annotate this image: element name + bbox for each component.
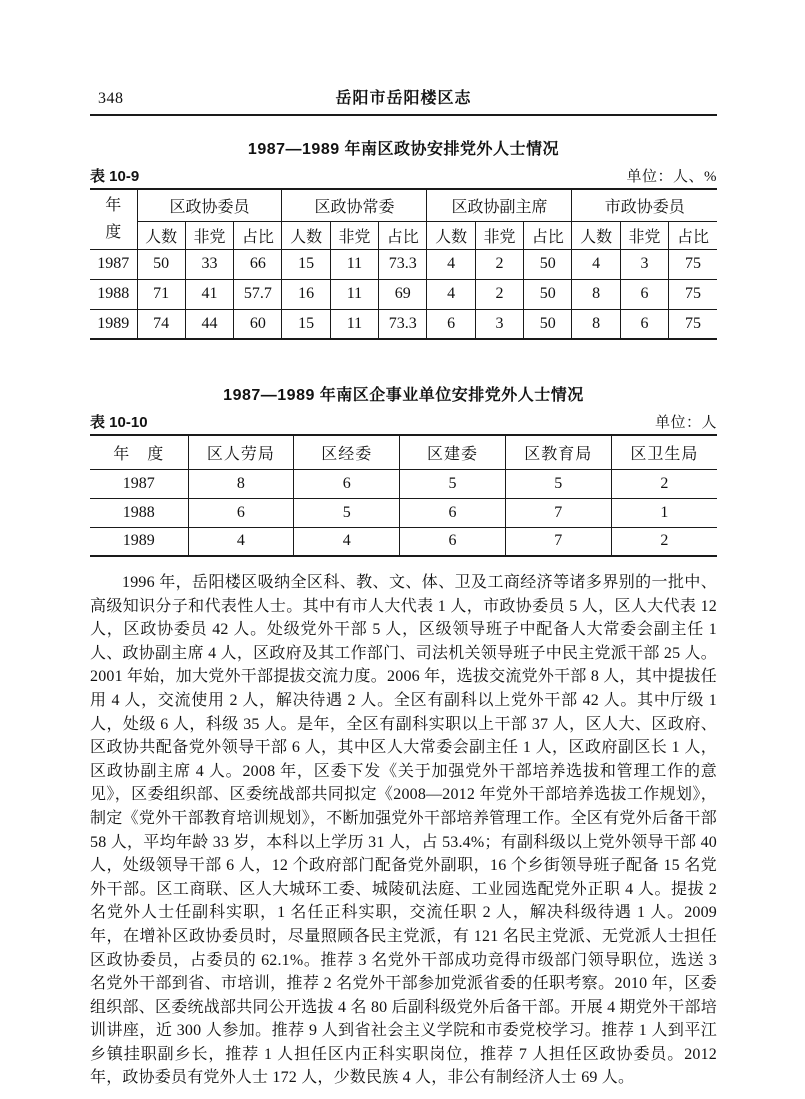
table-cell: 57.7 — [234, 279, 282, 309]
table-cell: 11 — [330, 279, 378, 309]
table-cell: 50 — [524, 249, 572, 279]
column-header: 人数 — [572, 221, 620, 249]
column-header: 非党 — [620, 221, 668, 249]
table-row — [90, 469, 717, 498]
table-cell: 15 — [282, 309, 330, 339]
table-cell: 3 — [475, 309, 523, 339]
table-cell: 75 — [669, 279, 717, 309]
table-cell: 6 — [294, 469, 400, 498]
column-header: 占比 — [379, 221, 427, 249]
year-head-line2: 度 — [105, 224, 122, 242]
column-group-header: 区政协委员 — [137, 189, 282, 221]
table-cell: 50 — [137, 249, 185, 279]
body-paragraph: 1996 年，岳阳楼区吸纳全区科、教、文、体、卫及工商经济等诸多界别的一批中、高级知识分子和代表性人士。其中有市人大代表 1 人，市政协委员 5 人，区人大代表 12 人，区政协委员 42 人。处级党外干部 5 人，区级领导班子中配备人大常委会副主任 1 人、政协副主席 4 人，区政府及其工作部门、司法机关领导班子中民主党派干部 25 人。2001 年始，加大党外干部提拔交流力度。2006 年，选拔交流党外干部 8 人，其中提拔任用 4 人，交流使用 2 人，解决待遇 2 人。全区有副科以上党外干部 42 人。其中厅级 1 人，处级 6 人，科级 35 人。是年，全区有副科实职以上干部 37 人，区人大、区政府、区政协共配备党外领导干部 6 人，其中区人大常委会副主任 1 人，区政府副区长 1 人，区政协副主席 4 人。2008 年，区委下发《关于加强党外干部培养选拔和管理工作的意见》，区委组织部、区委统战部共同拟定《2008—2012 年党外干部培养选拔工作规划》，制定《党外干部教育培训规划》，不断加强党外干部培养管理工作。全区有党外后备干部 58 人，平均年龄 33 岁，本科以上学历 31 人，占 53.4%；有副科级以上党外领导干部 40 人，处级领导干部 6 人，12 个政府部门配备党外副职，16 个乡街领导班子配备 15 名党外干部。区工商联、区人大城环工委、城陵矶法庭、工业园选配党外正职 4 人。提拔 2 名党外人士任副科实职，1 名任正科实职，交流任职 2 人，解决科级待遇 1 人。2009 年，在增补区政协委员时，尽量照顾各民主党派，有 121 名民主党派、无党派人士担任区政协委员，占委员的 62.1%。推荐 3 名党外干部成功竞得市级部门领导职位，选送 3 名党外干部到省、市培训，推荐 2 名党外干部参加党派省委的任职考察。2010 年，区委组织部、区委统战部共同公开选拔 4 名 80 后副科级党外后备干部。开展 4 期党外干部培训讲座，近 300 人参加。推荐 9 人到省社会主义学院和市委党校学习。推荐 1 人到平江乡镇挂职副乡长，推荐 1 人担任区内正科实职岗位，推荐 7 人担任区政协委员。2012 年，政协委员有党外人士 172 人，少数民族 4 人，非公有制经济人士 69 人。 — [90, 574, 717, 1087]
column-header: 占比 — [669, 221, 717, 249]
table-row — [90, 309, 717, 339]
column-header: 人数 — [427, 221, 475, 249]
column-header: 区建委 — [400, 435, 506, 469]
table-cell: 4 — [188, 527, 294, 556]
table-row — [90, 435, 717, 469]
column-header: 非党 — [185, 221, 233, 249]
year-column-header — [90, 189, 137, 249]
table-10-10-label: 表 10-10 — [90, 414, 148, 431]
column-header: 非党 — [330, 221, 378, 249]
table-cell: 8 — [572, 309, 620, 339]
table-cell: 73.3 — [379, 309, 427, 339]
column-header: 人数 — [137, 221, 185, 249]
table-cell: 60 — [234, 309, 282, 339]
table-10-10 — [90, 434, 717, 557]
column-header: 占比 — [234, 221, 282, 249]
table-cell: 8 — [188, 469, 294, 498]
table-cell: 74 — [137, 309, 185, 339]
table-cell: 15 — [282, 249, 330, 279]
table-10-9 — [90, 188, 717, 340]
table-row — [90, 189, 717, 221]
table-cell: 71 — [137, 279, 185, 309]
column-group-header: 区政协常委 — [282, 189, 427, 221]
book-title: 岳阳市岳阳楼区志 — [335, 90, 472, 107]
table-cell: 2 — [475, 249, 523, 279]
table-10-9-unit: 单位：人、% — [626, 169, 717, 185]
table-10-10-meta — [90, 412, 717, 432]
table-row — [90, 279, 717, 309]
table-cell: 50 — [524, 309, 572, 339]
table-cell: 4 — [427, 279, 475, 309]
table-10-10-caption: 1987—1989 年南区企事业单位安排党外人士情况 — [223, 387, 584, 404]
table-cell: 16 — [282, 279, 330, 309]
table-cell: 4 — [572, 249, 620, 279]
table-cell: 2 — [475, 279, 523, 309]
row-header-year: 1987 — [90, 469, 188, 498]
table-cell: 44 — [185, 309, 233, 339]
column-header: 人数 — [282, 221, 330, 249]
row-header-year: 1988 — [90, 498, 188, 527]
table-cell: 50 — [524, 279, 572, 309]
column-header: 占比 — [524, 221, 572, 249]
table-cell: 7 — [505, 527, 611, 556]
table-cell: 1 — [611, 498, 717, 527]
column-header: 年 度 — [90, 435, 188, 469]
table-cell: 11 — [330, 309, 378, 339]
table-cell: 3 — [620, 249, 668, 279]
table-cell: 6 — [400, 527, 506, 556]
column-header: 区人劳局 — [188, 435, 294, 469]
column-header: 区经委 — [294, 435, 400, 469]
table-10-9-meta — [90, 166, 717, 186]
table-cell: 75 — [669, 309, 717, 339]
table-cell: 6 — [427, 309, 475, 339]
table-cell: 5 — [505, 469, 611, 498]
column-header: 非党 — [475, 221, 523, 249]
row-header-year: 1989 — [90, 527, 188, 556]
table-cell: 66 — [234, 249, 282, 279]
table-cell: 6 — [188, 498, 294, 527]
table-cell: 33 — [185, 249, 233, 279]
table-cell: 41 — [185, 279, 233, 309]
table-cell: 7 — [505, 498, 611, 527]
column-group-header: 区政协副主席 — [427, 189, 572, 221]
table-cell: 5 — [294, 498, 400, 527]
table-cell: 6 — [400, 498, 506, 527]
page-number: 348 — [98, 90, 124, 107]
table-cell: 69 — [379, 279, 427, 309]
table-10-10-unit: 单位：人 — [654, 415, 717, 431]
table-cell: 5 — [400, 469, 506, 498]
table-cell: 6 — [620, 309, 668, 339]
table-cell: 8 — [572, 279, 620, 309]
column-header: 区教育局 — [505, 435, 611, 469]
column-group-header: 市政协委员 — [572, 189, 717, 221]
table-row — [90, 498, 717, 527]
table-row — [90, 249, 717, 279]
table-cell: 73.3 — [379, 249, 427, 279]
table-row — [90, 527, 717, 556]
row-header-year: 1988 — [90, 279, 137, 309]
column-header: 区卫生局 — [611, 435, 717, 469]
table-cell: 75 — [669, 249, 717, 279]
table-cell: 11 — [330, 249, 378, 279]
row-header-year: 1987 — [90, 249, 137, 279]
table-cell: 4 — [294, 527, 400, 556]
table-cell: 4 — [427, 249, 475, 279]
year-head-line1: 年 — [105, 197, 122, 215]
table-row — [90, 221, 717, 249]
row-header-year: 1989 — [90, 309, 137, 339]
table-cell: 2 — [611, 469, 717, 498]
table-10-9-caption: 1987—1989 年南区政协安排党外人士情况 — [247, 141, 560, 158]
table-cell: 6 — [620, 279, 668, 309]
table-cell: 2 — [611, 527, 717, 556]
table-10-9-label: 表 10-9 — [90, 168, 140, 185]
page-header — [90, 90, 717, 116]
